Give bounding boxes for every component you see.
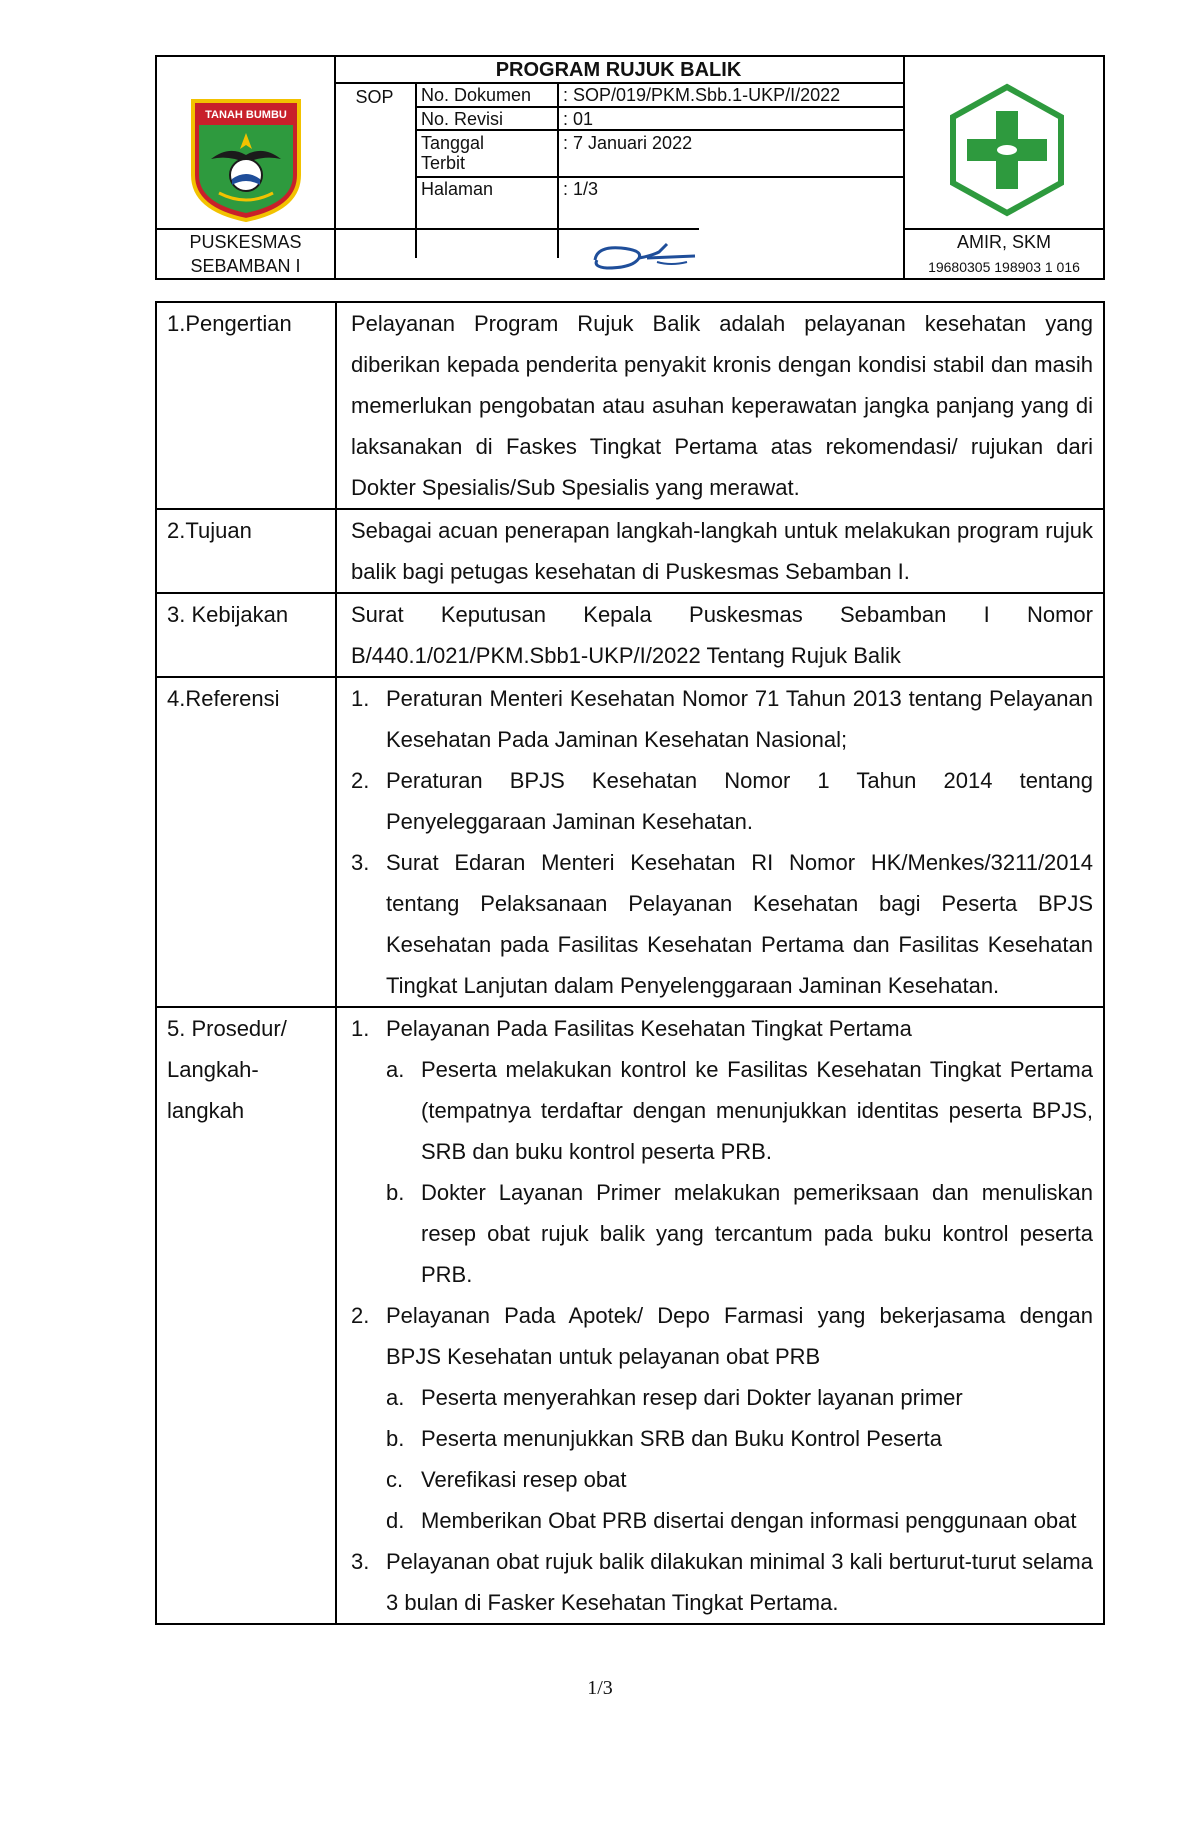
kebijakan-text: Surat Keputusan Kepala Puskesmas Sebamban I Nomor B/440.1/021/PKM.Sbb1-UKP/I/2022 Tentang Rujuk Balik [351, 602, 1093, 668]
substep-mark: b. [386, 1426, 405, 1451]
divider [903, 228, 1105, 230]
step-item [351, 1541, 1093, 1623]
list-item [351, 760, 1093, 842]
row-kebijakan [156, 593, 1104, 677]
divider [557, 228, 699, 230]
list-item-text: Peraturan Menteri Kesehatan Nomor 71 Tahun 2013 tentang Pelayanan Kesehatan Pada Jaminan Kesehatan Nasional; [386, 686, 1093, 752]
prosedur-label-line-3: langkah [167, 1098, 245, 1123]
divider [415, 106, 905, 108]
substep-mark: a. [386, 1385, 405, 1410]
step-number: 1. [351, 1016, 370, 1041]
signature [587, 234, 707, 276]
referensi-label: 4.Referensi [156, 677, 336, 1007]
no-dokumen-label: No. Dokumen [421, 85, 532, 105]
row-pengertian [156, 302, 1104, 509]
tujuan-cell [336, 509, 1104, 593]
program-title: PROGRAM RUJUK BALIK [495, 59, 742, 81]
list-number: 3. [351, 850, 370, 875]
tujuan-label: 2.Tujuan [156, 509, 336, 593]
substep-mark: a. [386, 1057, 405, 1082]
divider [557, 84, 559, 258]
step-text: Pelayanan Pada Apotek/ Depo Farmasi yang bekerjasama dengan BPJS Kesehatan untuk pelayanan obat PRB [386, 1303, 1093, 1369]
sop-content-table [155, 301, 1105, 1625]
prosedur-label [156, 1007, 336, 1624]
pengertian-cell [336, 302, 1104, 509]
halaman-label: Halaman [421, 179, 494, 199]
divider [415, 176, 905, 178]
emblem-label: TANAH BUMBU [205, 109, 287, 121]
list-item-text: Surat Edaran Menteri Kesehatan RI Nomor HK/Menkes/3211/2014 tentang Pelaksanaan Pelayanan Kesehatan bagi Peserta BPJS Kesehatan pada Fasilitas Kesehatan Pertama dan Fasilitas Kesehatan Tingkat Lanjutan dalam Penyelenggaraan Jaminan Kesehatan. [386, 850, 1093, 998]
substep-mark: d. [386, 1508, 405, 1533]
kebijakan-cell [336, 593, 1104, 677]
tanggal-value: : 7 Januari 2022 [563, 133, 693, 153]
step-number: 2. [351, 1303, 370, 1328]
halaman-value: : 1/3 [563, 179, 599, 199]
substep-list [386, 1377, 1093, 1541]
substep-text: Verefikasi resep obat [421, 1467, 627, 1492]
row-tujuan [156, 509, 1104, 593]
pengertian-text: Pelayanan Program Rujuk Balik adalah pelayanan kesehatan yang diberikan kepada penderita penyakit kronis dengan kondisi stabil dan masih memerlukan pengobatan atau asuhan keperawatan jangka panjang yang di laksanakan di Faskes Tingkat Pertama atas rekomendasi/ rujukan dari Dokter Spesialis/Sub Spesialis yang merawat. [351, 311, 1093, 500]
page-number: 1/3 [587, 1677, 613, 1699]
substep-item [386, 1459, 1093, 1500]
divider [334, 228, 415, 230]
no-dokumen-value: : SOP/019/PKM.Sbb.1-UKP/I/2022 [563, 85, 841, 105]
referensi-cell [336, 677, 1104, 1007]
divider [415, 228, 557, 230]
tanggal-label: Tanggal [421, 133, 485, 153]
tanah-bumbu-emblem [189, 97, 303, 223]
tujuan-text: Sebagai acuan penerapan langkah-langkah untuk melakukan program rujuk balik bagi petugas kesehatan di Puskesmas Sebamban I. [351, 518, 1093, 584]
signer-name: AMIR, SKM [956, 232, 1051, 252]
list-number: 2. [351, 768, 370, 793]
step-item [351, 1008, 1093, 1295]
substep-text: Dokter Layanan Primer melakukan pemeriksaan dan menuliskan resep obat rujuk balik yang tercantum pada buku kontrol peserta PRB. [421, 1180, 1093, 1287]
divider [334, 82, 905, 84]
step-item [351, 1295, 1093, 1541]
substep-mark: b. [386, 1180, 405, 1205]
substep-item [386, 1418, 1093, 1459]
pengertian-label: 1.Pengertian [156, 302, 336, 509]
substep-mark: c. [386, 1467, 404, 1492]
prosedur-steps [351, 1008, 1093, 1623]
substep-item [386, 1172, 1093, 1295]
row-prosedur [156, 1007, 1104, 1624]
row-referensi [156, 677, 1104, 1007]
no-revisi-label: No. Revisi [421, 109, 504, 129]
substep-item [386, 1377, 1093, 1418]
prosedur-label-line-2: Langkah- [167, 1057, 259, 1082]
list-number: 1. [351, 686, 370, 711]
sop-label: SOP [355, 87, 394, 107]
substep-text: Peserta menunjukkan SRB dan Buku Kontrol Peserta [421, 1426, 942, 1451]
org-name-line-2: SEBAMBAN I [190, 256, 301, 276]
no-revisi-value: : 01 [563, 109, 594, 129]
divider [415, 129, 905, 131]
step-number: 3. [351, 1549, 370, 1574]
divider [157, 228, 334, 230]
sop-header [155, 55, 1105, 280]
divider [415, 84, 417, 258]
prosedur-cell [336, 1007, 1104, 1624]
substep-text: Peserta menyerahkan resep dari Dokter layanan primer [421, 1385, 963, 1410]
signer-nip: 19680305 198903 1 016 [928, 259, 1080, 275]
step-text: Pelayanan Pada Fasilitas Kesehatan Tingkat Pertama [386, 1016, 912, 1041]
terbit-label: Terbit [421, 153, 466, 173]
substep-text: Peserta melakukan kontrol ke Fasilitas Kesehatan Tingkat Pertama (tempatnya terdaftar dengan menunjukkan identitas peserta BPJS, SRB dan buku kontrol peserta PRB. [421, 1057, 1093, 1164]
referensi-list [351, 678, 1093, 1006]
org-name-line-1: PUSKESMAS [189, 232, 302, 252]
substep-text: Memberikan Obat PRB disertai dengan informasi penggunaan obat [421, 1508, 1077, 1533]
substep-item [386, 1049, 1093, 1172]
substep-item [386, 1500, 1093, 1541]
step-text: Pelayanan obat rujuk balik dilakukan minimal 3 kali berturut-turut selama 3 bulan di Fasker Kesehatan Tingkat Pertama. [386, 1549, 1093, 1615]
list-item-text: Peraturan BPJS Kesehatan Nomor 1 Tahun 2014 tentang Penyeleggaraan Jaminan Kesehatan. [386, 768, 1093, 834]
puskesmas-logo [947, 83, 1067, 217]
list-item [351, 842, 1093, 1006]
list-item [351, 678, 1093, 760]
kebijakan-label: 3. Kebijakan [156, 593, 336, 677]
prosedur-label-line-1: 5. Prosedur/ [167, 1016, 287, 1041]
substep-list [386, 1049, 1093, 1295]
